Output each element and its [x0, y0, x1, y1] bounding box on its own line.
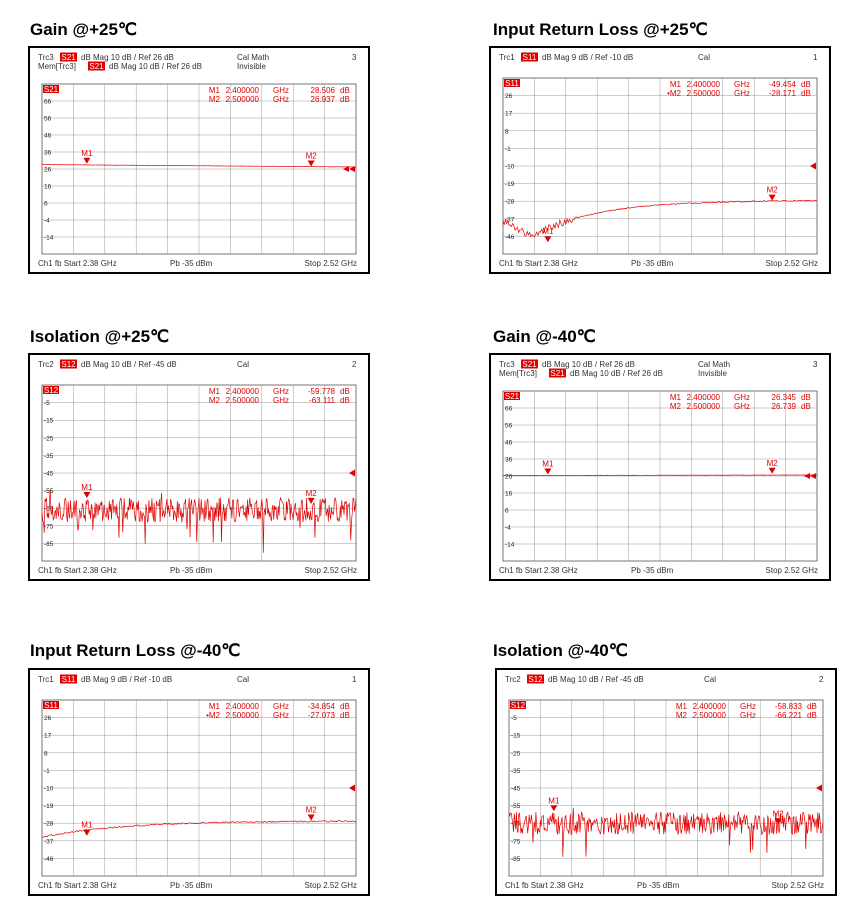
marker-label: M1 [542, 227, 554, 237]
marker-readout-unit: GHz [273, 86, 289, 95]
y-tick-label: -75 [44, 523, 54, 531]
y-tick-label: 36 [505, 456, 513, 464]
marker-readout-unit: GHz [734, 89, 750, 98]
chart-svg [491, 48, 829, 272]
chart-svg [30, 670, 368, 894]
y-tick-label: -10 [505, 163, 515, 171]
marker-readout-frequency: 2.500000 [686, 89, 720, 98]
chart-svg [30, 355, 368, 579]
y-tick-label: 36 [44, 149, 52, 157]
marker-readout-unit: GHz [740, 711, 756, 720]
analyzer-panel-isolation-minus40 [495, 668, 837, 896]
marker-readout-value-unit: dB [340, 702, 350, 711]
chart-svg [30, 48, 368, 272]
trace-badge-label: S12 [43, 385, 59, 395]
marker-readout-value: -66.221 [774, 711, 802, 720]
marker-readout-name: M2 [208, 95, 220, 104]
trace-badge-label: S11 [44, 700, 58, 710]
y-tick-label: -15 [511, 732, 521, 740]
cal-status-label: Cal [237, 360, 250, 369]
chart-title-isolation-25: Isolation @+25℃ [30, 327, 170, 346]
y-tick-label: 26 [44, 166, 52, 174]
y-tick-label: -37 [44, 838, 54, 846]
analyzer-panel-gain-minus40 [489, 353, 831, 581]
marker-readout-frequency: 2.500000 [225, 396, 259, 405]
y-tick-label: -5 [44, 400, 50, 408]
y-tick-label: -4 [505, 524, 511, 532]
y-tick-label: -28 [44, 820, 54, 828]
y-tick-label: -14 [505, 541, 515, 549]
marker-readout-value-unit: dB [340, 711, 350, 720]
marker-readout-unit: GHz [273, 387, 289, 396]
marker-readout-value: -34.854 [307, 702, 335, 711]
y-tick-label: -1 [44, 767, 50, 775]
marker-readout-value: -28.171 [768, 89, 796, 98]
trace-label: Mem[Trc3] [38, 62, 76, 71]
marker-readout-name: M1 [675, 702, 687, 711]
param-badge-label: S21 [522, 360, 537, 369]
cal-status-label: Cal Math [698, 360, 731, 369]
scale-label: dB Mag 9 dB / Ref -10 dB [542, 53, 634, 62]
marker-label: M2 [305, 488, 317, 498]
marker-label: M2 [766, 458, 778, 468]
marker-readout-value: -27.073 [307, 711, 335, 720]
y-tick-label: 46 [505, 439, 513, 447]
sweep-start-label: Ch1 fb Start 2.38 GHz [499, 259, 578, 268]
y-tick-label: -75 [511, 838, 521, 846]
y-tick-label: 17 [44, 732, 52, 740]
marker-readout-value-unit: dB [340, 95, 350, 104]
sweep-start-label: Ch1 fb Start 2.38 GHz [505, 881, 584, 890]
marker-readout-name: •M2 [206, 711, 220, 720]
trace-badge-label: S21 [504, 391, 520, 401]
marker-readout-value-unit: dB [340, 86, 350, 95]
sweep-start-label: Ch1 fb Start 2.38 GHz [499, 566, 578, 575]
marker-readout-name: M1 [208, 86, 220, 95]
y-tick-label: -45 [511, 785, 521, 793]
marker-readout-value: 26.345 [771, 393, 796, 402]
y-tick-label: 16 [505, 490, 513, 498]
sweep-stop-label: Stop 2.52 GHz [765, 566, 818, 575]
analyzer-panel-gain-25 [28, 46, 370, 274]
y-tick-label: -35 [44, 452, 54, 460]
y-tick-label: 26 [44, 715, 52, 723]
marker-readout-value: 28.506 [310, 86, 335, 95]
cal-status-label: Invisible [237, 62, 266, 71]
channel-number: 3 [813, 360, 818, 369]
marker-readout-unit: GHz [734, 80, 750, 89]
sweep-stop-label: Stop 2.52 GHz [765, 259, 818, 268]
y-tick-label: -1 [505, 145, 511, 153]
y-tick-label: 56 [44, 115, 52, 123]
y-tick-label: -65 [44, 505, 54, 513]
cal-status-label: Cal [698, 53, 711, 62]
marker-readout-frequency: 2.500000 [225, 95, 259, 104]
marker-readout-value: 26.739 [771, 402, 796, 411]
y-tick-label: 46 [44, 132, 52, 140]
chart-title-return-loss-minus40: Input Return Loss @-40℃ [30, 641, 241, 660]
marker-readout-value-unit: dB [801, 393, 811, 402]
cal-status-label: Cal Math [237, 53, 270, 62]
analyzer-panel-return-loss-25 [489, 46, 831, 274]
scale-label: dB Mag 10 dB / Ref 26 dB [542, 360, 635, 369]
marker-label: M2 [305, 805, 317, 815]
y-tick-label: -85 [511, 855, 521, 863]
y-tick-label: -46 [44, 855, 54, 863]
marker-readout-unit: GHz [273, 711, 289, 720]
analyzer-panel-isolation-25 [28, 353, 370, 581]
scale-label: dB Mag 10 dB / Ref -45 dB [548, 675, 644, 684]
scale-label: dB Mag 10 dB / Ref 26 dB [81, 53, 174, 62]
param-badge-label: S12 [61, 360, 76, 369]
cal-status-label: Invisible [698, 369, 727, 378]
y-tick-label: -19 [44, 803, 54, 811]
y-tick-label: -28 [505, 198, 515, 206]
trace-badge-label: S21 [43, 84, 59, 94]
trace-label: Trc3 [38, 53, 54, 62]
y-tick-label: -4 [44, 217, 50, 225]
y-tick-label: -45 [44, 470, 54, 478]
marker-label: M1 [542, 459, 554, 469]
sweep-stop-label: Stop 2.52 GHz [304, 566, 357, 575]
marker-readout-value: -58.833 [774, 702, 802, 711]
channel-number: 1 [352, 675, 357, 684]
y-tick-label: -10 [44, 785, 54, 793]
y-tick-label: 26 [505, 93, 513, 101]
power-label: Pb -35 dBm [170, 881, 213, 890]
power-label: Pb -35 dBm [170, 566, 213, 575]
trace-badge-label: S12 [510, 700, 526, 710]
marker-readout-name: M2 [669, 402, 681, 411]
marker-label: M2 [305, 151, 317, 161]
marker-readout-frequency: 2.400000 [692, 702, 726, 711]
scale-label: dB Mag 10 dB / Ref 26 dB [570, 369, 663, 378]
marker-label: M1 [81, 148, 93, 158]
marker-label: M1 [548, 796, 560, 806]
marker-readout-value-unit: dB [801, 402, 811, 411]
y-tick-label: -55 [511, 803, 521, 811]
y-tick-label: 16 [44, 183, 52, 191]
marker-readout-name: M2 [675, 711, 687, 720]
y-tick-label: -46 [505, 233, 515, 241]
marker-readout-unit: GHz [740, 702, 756, 711]
marker-readout-value-unit: dB [340, 387, 350, 396]
marker-readout-frequency: 2.400000 [686, 80, 720, 89]
y-tick-label: 26 [505, 473, 513, 481]
y-tick-label: -35 [511, 767, 521, 775]
marker-readout-value: -63.111 [309, 396, 335, 405]
trace-badge-label: S11 [505, 78, 519, 88]
trace-label: Mem[Trc3] [499, 369, 537, 378]
y-tick-label: -85 [44, 540, 54, 548]
param-badge-label: S11 [522, 53, 537, 62]
marker-readout-frequency: 2.500000 [686, 402, 720, 411]
y-tick-label: -65 [511, 820, 521, 828]
power-label: Pb -35 dBm [631, 566, 674, 575]
y-tick-label: -25 [511, 750, 521, 758]
chart-title-isolation-minus40: Isolation @-40℃ [493, 641, 628, 660]
channel-number: 2 [819, 675, 824, 684]
sweep-stop-label: Stop 2.52 GHz [304, 881, 357, 890]
y-tick-label: -19 [505, 181, 515, 189]
marker-readout-value: -49.454 [768, 80, 796, 89]
marker-readout-unit: GHz [273, 396, 289, 405]
chart-title-return-loss-25: Input Return Loss @+25℃ [493, 20, 708, 39]
param-badge-label: S12 [528, 675, 543, 684]
y-tick-label: -15 [44, 417, 54, 425]
marker-readout-unit: GHz [273, 702, 289, 711]
marker-readout-frequency: 2.400000 [225, 86, 259, 95]
y-tick-label: 66 [44, 98, 52, 106]
marker-readout-unit: GHz [273, 95, 289, 104]
marker-readout-value-unit: dB [801, 80, 811, 89]
marker-label: M1 [81, 820, 93, 830]
marker-readout-frequency: 2.400000 [225, 702, 259, 711]
sweep-start-label: Ch1 fb Start 2.38 GHz [38, 881, 117, 890]
chart-svg [491, 355, 829, 579]
marker-readout-name: M1 [669, 393, 681, 402]
channel-number: 1 [813, 53, 818, 62]
marker-readout-value-unit: dB [340, 396, 350, 405]
marker-readout-value-unit: dB [807, 711, 817, 720]
y-tick-label: 8 [44, 750, 48, 758]
scale-label: dB Mag 10 dB / Ref -45 dB [81, 360, 177, 369]
marker-readout-value-unit: dB [807, 702, 817, 711]
scale-label: dB Mag 10 dB / Ref 26 dB [109, 62, 202, 71]
sweep-stop-label: Stop 2.52 GHz [304, 259, 357, 268]
marker-readout-name: M1 [669, 80, 681, 89]
marker-readout-frequency: 2.500000 [225, 711, 259, 720]
trace-label: Trc1 [38, 675, 54, 684]
marker-readout-value: 26.937 [310, 95, 335, 104]
y-tick-label: 6 [44, 200, 48, 208]
y-tick-label: 66 [505, 405, 513, 413]
marker-readout-unit: GHz [734, 402, 750, 411]
marker-readout-unit: GHz [734, 393, 750, 402]
power-label: Pb -35 dBm [631, 259, 674, 268]
sweep-stop-label: Stop 2.52 GHz [771, 881, 824, 890]
marker-readout-name: M2 [208, 396, 220, 405]
chart-title-gain-25: Gain @+25℃ [30, 20, 138, 39]
sweep-start-label: Ch1 fb Start 2.38 GHz [38, 259, 117, 268]
param-badge-label: S11 [61, 675, 76, 684]
marker-label: M1 [81, 483, 93, 493]
analyzer-panel-return-loss-minus40 [28, 668, 370, 896]
marker-label: M2 [766, 185, 778, 195]
marker-readout-value-unit: dB [801, 89, 811, 98]
channel-number: 2 [352, 360, 357, 369]
y-tick-label: 6 [505, 507, 509, 515]
y-tick-label: 17 [505, 110, 513, 118]
y-tick-label: -25 [44, 435, 54, 443]
marker-readout-name: M1 [208, 702, 220, 711]
y-tick-label: -5 [511, 715, 517, 723]
trace-label: Trc3 [499, 360, 515, 369]
cal-status-label: Cal [237, 675, 250, 684]
y-tick-label: -14 [44, 234, 54, 242]
chart-title-gain-minus40: Gain @-40℃ [493, 327, 596, 346]
y-tick-label: 56 [505, 422, 513, 430]
y-tick-label: 8 [505, 128, 509, 136]
marker-readout-frequency: 2.400000 [686, 393, 720, 402]
marker-readout-frequency: 2.500000 [692, 711, 726, 720]
y-tick-label: -55 [44, 488, 54, 496]
trace-label: Trc2 [38, 360, 54, 369]
param-badge-label: S21 [61, 53, 76, 62]
y-tick-label: -37 [505, 216, 515, 224]
marker-readout-frequency: 2.400000 [225, 387, 259, 396]
trace-label: Trc2 [505, 675, 521, 684]
power-label: Pb -35 dBm [637, 881, 680, 890]
marker-readout-value: -59.778 [307, 387, 335, 396]
param-badge-label: S21 [550, 369, 565, 378]
chart-svg [497, 670, 835, 894]
power-label: Pb -35 dBm [170, 259, 213, 268]
trace-label: Trc1 [499, 53, 515, 62]
marker-readout-name: M1 [208, 387, 220, 396]
marker-label: M2 [772, 809, 784, 819]
marker-readout-name: •M2 [667, 89, 681, 98]
sweep-start-label: Ch1 fb Start 2.38 GHz [38, 566, 117, 575]
cal-status-label: Cal [704, 675, 717, 684]
scale-label: dB Mag 9 dB / Ref -10 dB [81, 675, 173, 684]
param-badge-label: S21 [89, 62, 104, 71]
channel-number: 3 [352, 53, 357, 62]
